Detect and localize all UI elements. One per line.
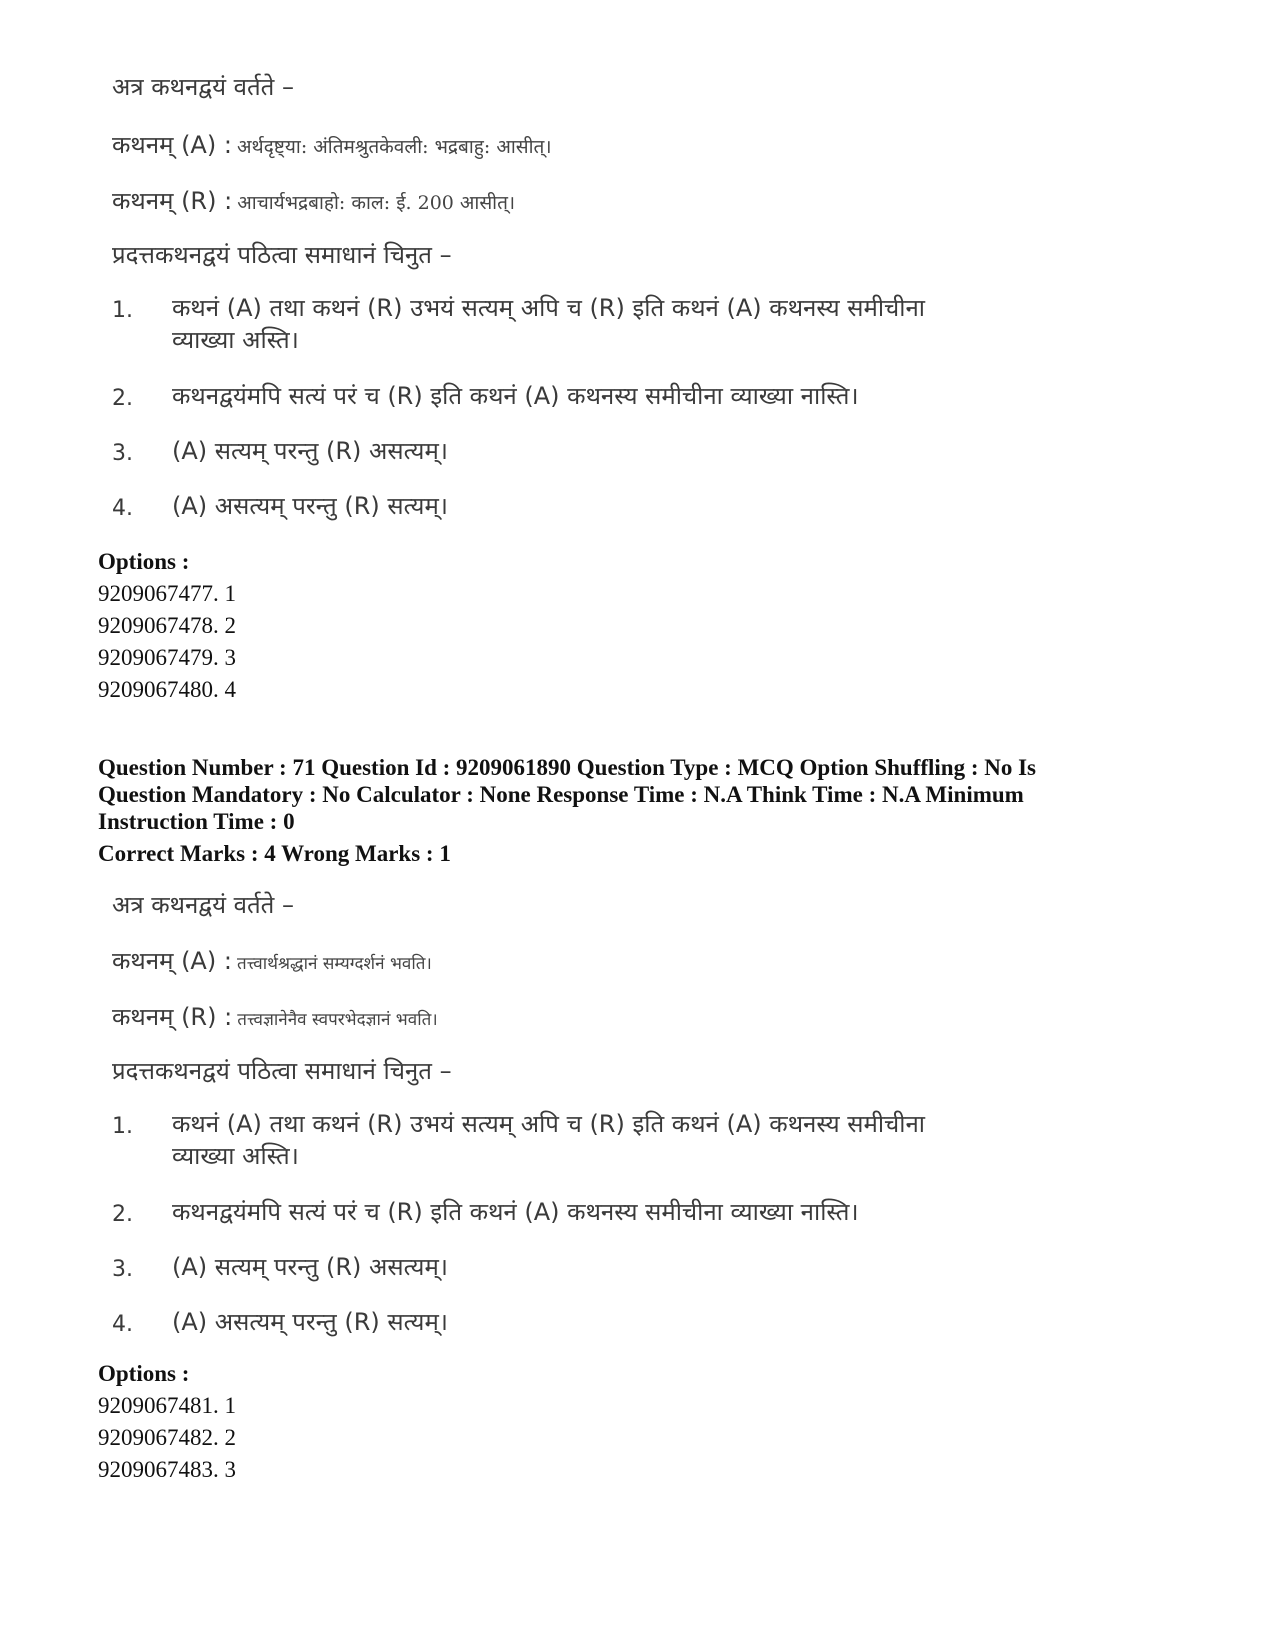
q70-choice-number: 3. — [112, 441, 133, 466]
q70-statement-a-label: कथनम् (A) : — [112, 131, 232, 159]
q71-options-label: Options : — [98, 1361, 190, 1386]
question-71-image — [112, 884, 1012, 1354]
q71-choice-text: कथनं (A) तथा कथनं (R) उभयं सत्यम् अपि च (R) इति कथनं (A) कथनस्य समीचीना व्याख्या अस्ति। — [172, 1110, 926, 1170]
q71-statement-a-label: कथनम् (A) : — [112, 947, 232, 975]
q70-options — [98, 546, 1198, 706]
q70-choice-number: 2. — [112, 386, 133, 411]
q71-meta-line: Question Mandatory : No Calculator : None Response Time : N.A Think Time : N.A Minimum — [98, 782, 1024, 807]
q71-instruction: प्रदत्तकथनद्वयं पठित्वा समाधानं चिनुत – — [112, 1057, 452, 1085]
q70-statement-r-label: कथनम् (R) : — [112, 187, 233, 215]
q70-choice-text: (A) असत्यम् परन्तु (R) सत्यम्। — [172, 492, 448, 520]
q70-choice-text: (A) सत्यम् परन्तु (R) असत्यम्। — [172, 437, 448, 465]
q70-option-item: 9209067478. 2 — [98, 613, 236, 638]
q71-meta-line: Question Number : 71 Question Id : 9209061890 Question Type : MCQ Option Shuffling : No Is — [98, 755, 1037, 780]
q70-statement-r — [112, 184, 515, 217]
q71-option-item: 9209067482. 2 — [98, 1425, 236, 1450]
q71-statement-r — [112, 1000, 438, 1033]
q70-choice-number: 1. — [112, 298, 133, 323]
q71-option-item: 9209067483. 3 — [98, 1457, 236, 1482]
q71-choice-text: (A) सत्यम् परन्तु (R) असत्यम्। — [172, 1253, 448, 1281]
question-70-image — [112, 66, 1012, 536]
q70-statement-r-text: आचार्यभद्रबाहो: काल: ई. 200 आसीत्। — [237, 192, 516, 214]
q71-statement-r-text: तत्त्वज्ञानेनैव स्वपरभेदज्ञानं भवति। — [237, 1010, 438, 1030]
q70-options-label: Options : — [98, 549, 190, 574]
q71-intro: अत्र कथनद्वयं वर्तते – — [112, 891, 294, 919]
q70-instruction: प्रदत्तकथनद्वयं पठित्वा समाधानं चिनुत – — [112, 241, 452, 269]
q71-options — [98, 1358, 1198, 1486]
q71-choice-number: 2. — [112, 1202, 133, 1227]
q70-choice-text: कथनद्वयंमपि सत्यं परं च (R) इति कथनं (A) कथनस्य समीचीना व्याख्या नास्ति। — [172, 382, 859, 410]
q71-choice-number: 3. — [112, 1257, 133, 1282]
q71-meta-line: Instruction Time : 0 — [98, 809, 295, 834]
q70-option-item: 9209067480. 4 — [98, 677, 236, 702]
q70-option-item: 9209067479. 3 — [98, 645, 236, 670]
q70-statement-a — [112, 128, 552, 161]
q70-choice-number: 4. — [112, 496, 133, 521]
q71-statement-a-text: तत्त्वार्थश्रद्धानं सम्यग्दर्शनं भवति। — [237, 954, 432, 974]
q70-option-item: 9209067477. 1 — [98, 581, 236, 606]
q70-statement-a-text: अर्थदृष्ट्या: अंतिमश्रुतकेवली: भद्रबाहु: आसीत्। — [237, 136, 552, 158]
q71-choice-text: कथनद्वयंमपि सत्यं परं च (R) इति कथनं (A) कथनस्य समीचीना व्याख्या नास्ति। — [172, 1198, 859, 1226]
q71-choice-number: 1. — [112, 1114, 133, 1139]
q71-option-item: 9209067481. 1 — [98, 1393, 236, 1418]
q70-choice-text: कथनं (A) तथा कथनं (R) उभयं सत्यम् अपि च (R) इति कथनं (A) कथनस्य समीचीना व्याख्या अस्ति। — [172, 294, 926, 354]
q71-choice-text: (A) असत्यम् परन्तु (R) सत्यम्। — [172, 1308, 448, 1336]
q71-marks: Correct Marks : 4 Wrong Marks : 1 — [98, 841, 451, 866]
q71-choice-number: 4. — [112, 1312, 133, 1337]
q71-metadata — [98, 754, 1198, 835]
q71-statement-a — [112, 944, 432, 977]
q70-intro: अत्र कथनद्वयं वर्तते – — [112, 73, 294, 101]
q71-statement-r-label: कथनम् (R) : — [112, 1003, 233, 1031]
